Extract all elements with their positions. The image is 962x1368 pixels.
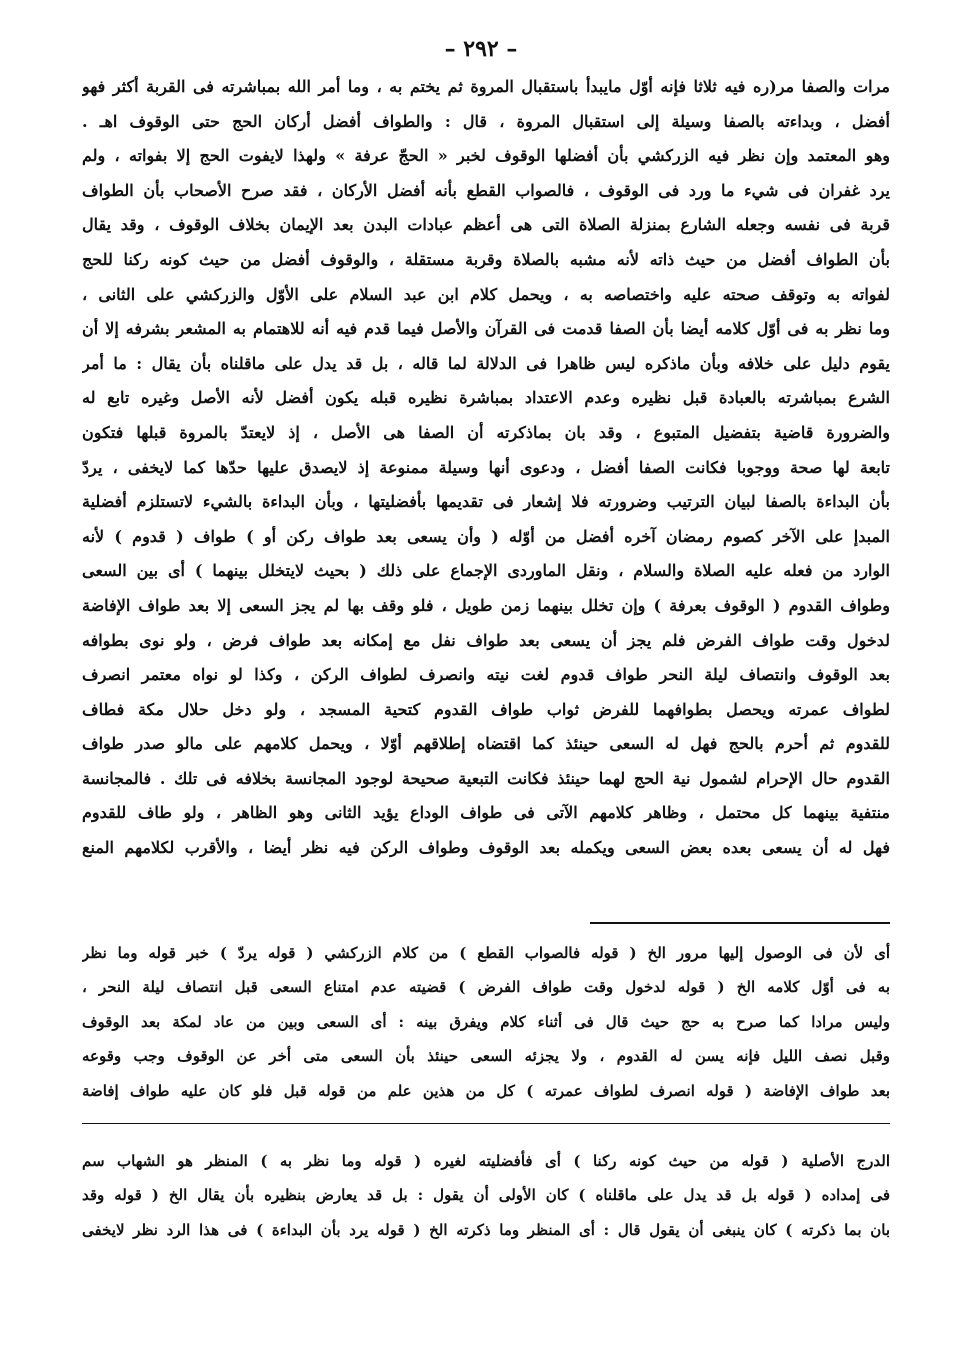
footnote-line: بان بما ذكرته ) كان ينبغى أن يقول قال : أى المنظر وما ذكرته الخ ( قوله يرد بأن البداءة ) فى هذا الرد نظر لايخفى [82,1220,890,1239]
main-text-line: بأن البداءة بالصفا لبيان الترتيب وضرورته فلا إشعار فى تقديمها بأفضليتها ، وبأن البداءة بالشيء لاتستلزم أفضلية [82,492,890,512]
main-text-line: المبدإ على الآخر كصوم رمضان آخره أفضل من أوّله ( وأن يسعى بعد طواف ركن أو ) طواف ( قدوم ) لأنه [82,526,890,546]
footnote-line: فى إمداده ( قوله بل قد يدل على ماقلناه ) كان الأولى أن يقول : بل قد يعارض بنظيره بأن يقال الخ ( قوله وقد [82,1186,890,1205]
main-text-line: وما نظر به فى أوّل كلامه أيضا بأن الصفا قدمت فى القرآن والأصل فيما قدم فيه أنه للاهتمام به المشعر بشرفه إلا أن [82,319,890,339]
main-text-line: القدوم حال الإحرام لشمول نية الحج لهما حينئذ فكانت التبعية صحيحة لوجود المجانسة بخلافه فى تلك . فالمجانسة [82,768,890,788]
main-text-line: تابعة لها صحة ووجوبا فكانت الصفا أفضل ، ودعوى أنها وسيلة ممنوعة إذ لايصدق عليها حدّها كما لايخفى ، يردّ [82,457,890,477]
main-text-line: للقدوم ثم أحرم بالحج فهل له السعى حينئذ كما اقتضاه إطلاقهم أوّلا ، ويحمل كلامهم على مالو صدر طواف [82,734,890,754]
footnote-line: بعد طواف الإفاضة ( قوله انصرف لطواف عمرته ) كل من هذين علم من قوله قبل فلو كان عليه طواف إفاضة [82,1081,890,1100]
main-text-line: يرد غفران فى شيء ما ورد فى الوقوف ، فالصواب القطع بأنه أفضل الأركان ، فقد صرح الأصحاب بأن الطواف [82,180,890,200]
main-text-line: لفواته به وتوقف صحته عليه واختصاصه به ، ويحمل كلام ابن عبد السلام على الأوّل والزركشي على الثانى ، [82,284,890,304]
footnote-line: وليس مرادا كما صرح به حج حيث قال فى أثناء كلام ويفرق بينه : أى السعى وبين من عاد لمكة بعد الوقوف [82,1012,890,1031]
footnote-block-1 [82,936,890,1108]
main-text-line: قربة فى نفسه وجعله الشارع بمنزلة الصلاة التى هى أعظم عبادات البدن بعد الإيمان بخلاف الوقوف ، وقد يقال [82,215,890,235]
main-text-line: فهل له أن يسعى بعده بعض السعى ويكمله بعد الوقوف وطواف الركن فيه نظر أيضا ، والأقرب لكلامهم المنع [82,838,890,858]
main-text-line: لدخول وقت طواف الفرض فلم يجز أن يسعى بعد طواف نفل مع إمكانه بعد طواف فرض ، ولو نوى بطوافه [82,630,890,650]
main-text-line: لطواف عمرته ويحصل بطوافهما للفرض ثواب طواف القدوم كتحية المسجد ، ولو دخل حلال مكة فطاف [82,699,890,719]
main-text-line: والضرورة قاضية بتفضيل المتبوع ، وقد بان بماذكرته أن الصفا هى الأصل ، إذ لايعتدّ بالمروة قبلها فتكون [82,422,890,442]
main-text-line: الوارد من فعله عليه الصلاة والسلام ، ونقل الماوردى الإجماع على ذلك ( بحيث لايتخلل بينهما ) أى بين السعى [82,561,890,581]
main-text-line: بأن الطواف أفضل من حيث ذاته لأنه مشبه بالصلاة وقربة مستقلة ، والوقوف أفضل من حيث كونه ركنا للحج [82,249,890,269]
main-text-line: أفضل ، وبداءته بالصفا وسيلة إلى استقبال المروة ، قال : والطواف أفضل أركان الحج حتى الوقوف اهـ . [82,111,890,131]
footnote-separator [590,922,890,924]
footnote-block-2 [82,1144,890,1247]
main-text-line: الشرع بمباشرته بالعبادة قبل نظيره وعدم الاعتداد بمباشرة نظيره قبله يكون أفضل لأنه الأصل وغيره تابع له [82,388,890,408]
footnote-line: الدرج الأصلية ( قوله من حيث كونه ركنا ) أى فأفضليته لغيره ( قوله وما نظر به ) المنظر هو الشهاب سم [82,1152,890,1170]
main-text [82,70,890,866]
footnote-line: وقبل نصف الليل فإنه يسن له القدوم ، ولا يجزئه السعى حينئذ بأن السعى متى أخر عن الوقوف وجب وقوعه [82,1047,890,1066]
footnote-line: أى لأن فى الوصول إليها مرور الخ ( قوله فالصواب القطع ) من كلام الزركشي ( قوله يردّ ) خبر قوله وما نظر [82,944,890,962]
main-text-line: منتفية بينهما كل محتمل ، وظاهر كلامهم الآتى فى طواف الوداع يؤيد الثانى وهو الظاهر ، ولو طاف للقدوم [82,803,890,823]
page-number: – ٢٩٢ – [444,36,518,62]
main-text-line: بعد الوقوف وانتصاف ليلة النحر طواف قدوم لغت نيته وانصرف لطواف الركن ، وكذا لو نواه معتمر انصرف [82,665,890,685]
main-text-line: وطواف القدوم ( الوقوف بعرفة ) وإن تخلل بينهما زمن طويل ، فلو وقف بها لم يجز السعى إلا بعد طواف الإفاضة [82,595,890,615]
main-text-line: مرات والصفا مر(ره فيه ثلاثا فإنه أوّل مايبدأ باستقبال المروة ثم يختم به ، وما أمر الله بمباشرته فى القربة أكثر فهو [82,77,890,96]
gloss-separator [82,1123,890,1124]
footnote-line: به فى أوّل كلامه الخ ( قوله لدخول وقت طواف الفرض ) قضيته عدم امتناع السعى قبل انتصاف ليلة النحر ، [82,978,890,997]
main-text-line: يقوم دليل على خلافه وبأن ماذكره ليس ظاهرا فى الدلالة لما قاله ، بل قد يدل على ماقلناه بأن يقال : ما أمر [82,353,890,373]
main-text-line: وهو المعتمد وإن نظر فيه الزركشي بأن أفضلها الوقوف لخبر « الحجّ عرفة » ولهذا لايفوت الحج إلا بفواته ، ولم [82,146,890,166]
